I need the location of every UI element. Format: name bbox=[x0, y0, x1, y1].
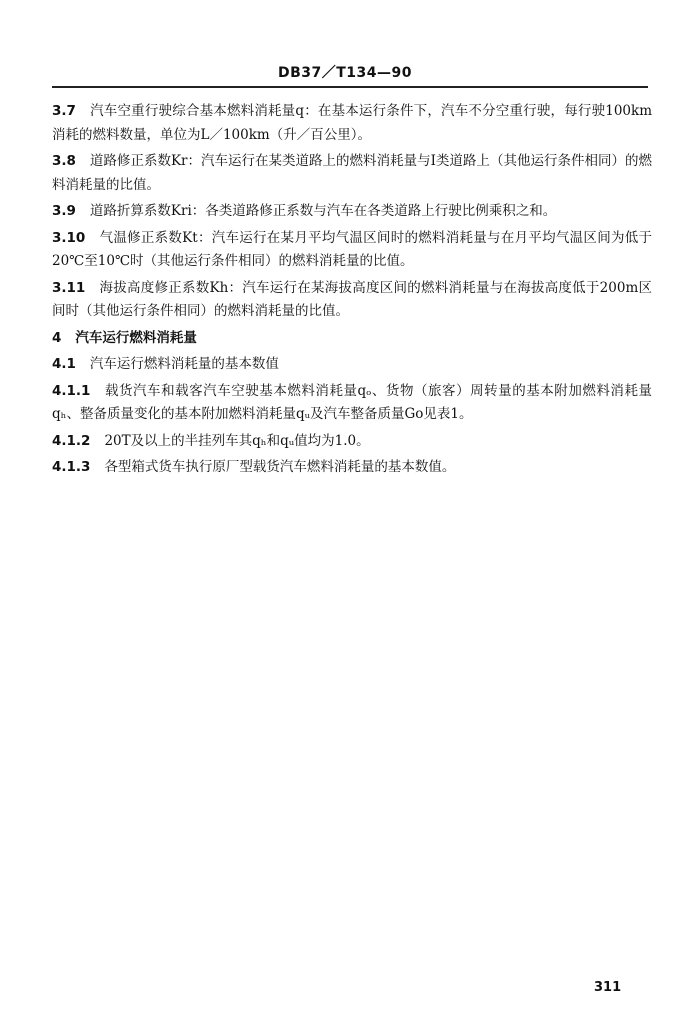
clause-number: 3.7 bbox=[52, 103, 76, 119]
clause-text: 汽车空重行驶综合基本燃料消耗量q：在基本运行条件下，汽车不分空重行驶，每行驶100km消耗的燃料数量，单位为L／100km（升／百公里）。 bbox=[52, 103, 652, 143]
clause-number: 4.1 bbox=[52, 356, 76, 372]
clause-number: 3.9 bbox=[52, 203, 76, 219]
clause-number: 3.10 bbox=[52, 229, 86, 246]
document-body bbox=[52, 100, 652, 483]
clause-text: 20T及以上的半挂列车其qₕ和qᵤ值均为1.0。 bbox=[104, 432, 370, 449]
clause-text: 气温修正系数Kt：汽车运行在某月平均气温区间时的燃料消耗量与在月平均气温区间为低于20℃至10℃时（其他运行条件相同）的燃料消耗量的比值。 bbox=[52, 229, 652, 269]
clause-3-9 bbox=[52, 200, 652, 224]
clause-text: 道路修正系数Kr：汽车运行在某类道路上的燃料消耗量与Ⅰ类道路上（其他运行条件相同）的燃料消耗量的比值。 bbox=[52, 153, 652, 193]
page-number: 311 bbox=[594, 980, 622, 995]
clause-text: 海拔高度修正系数Kh：汽车运行在某海拔高度区间的燃料消耗量与在海拔高度低于200m区间时（其他运行条件相同）的燃料消耗量的比值。 bbox=[52, 279, 652, 319]
clause-text: 汽车运行燃料消耗量的基本数值 bbox=[89, 356, 279, 372]
section-heading-4 bbox=[52, 327, 652, 351]
clause-number: 4.1.1 bbox=[52, 382, 91, 399]
clause-3-8 bbox=[52, 150, 652, 197]
clause-3-10 bbox=[52, 227, 652, 274]
clause-4-1-2 bbox=[52, 430, 652, 454]
clause-text: 载货汽车和载客汽车空驶基本燃料消耗量qₒ、货物（旅客）周转量的基本附加燃料消耗量qₕ、整备质量变化的基本附加燃料消耗量qᵤ及汽车整备质量Go见表1。 bbox=[52, 382, 652, 422]
clause-number: 3.8 bbox=[52, 153, 76, 169]
clause-number: 4.1.3 bbox=[52, 459, 91, 475]
clause-4-1-1 bbox=[52, 380, 652, 427]
document-header: DB37／T134—90 bbox=[277, 65, 413, 81]
clause-number: 4.1.2 bbox=[52, 432, 91, 449]
clause-text: 各型箱式货车执行原厂型载货汽车燃料消耗量的基本数值。 bbox=[104, 459, 456, 475]
section-title: 汽车运行燃料消耗量 bbox=[75, 329, 197, 346]
clause-number: 3.11 bbox=[52, 279, 86, 296]
clause-4-1-3 bbox=[52, 456, 652, 480]
clause-text: 道路折算系数Kri：各类道路修正系数与汽车在各类道路上行驶比例乘积之和。 bbox=[89, 203, 557, 219]
section-number: 4 bbox=[52, 329, 62, 346]
clause-4-1 bbox=[52, 353, 652, 377]
clause-3-7 bbox=[52, 100, 652, 147]
clause-3-11 bbox=[52, 277, 652, 324]
header-rule bbox=[52, 86, 648, 88]
